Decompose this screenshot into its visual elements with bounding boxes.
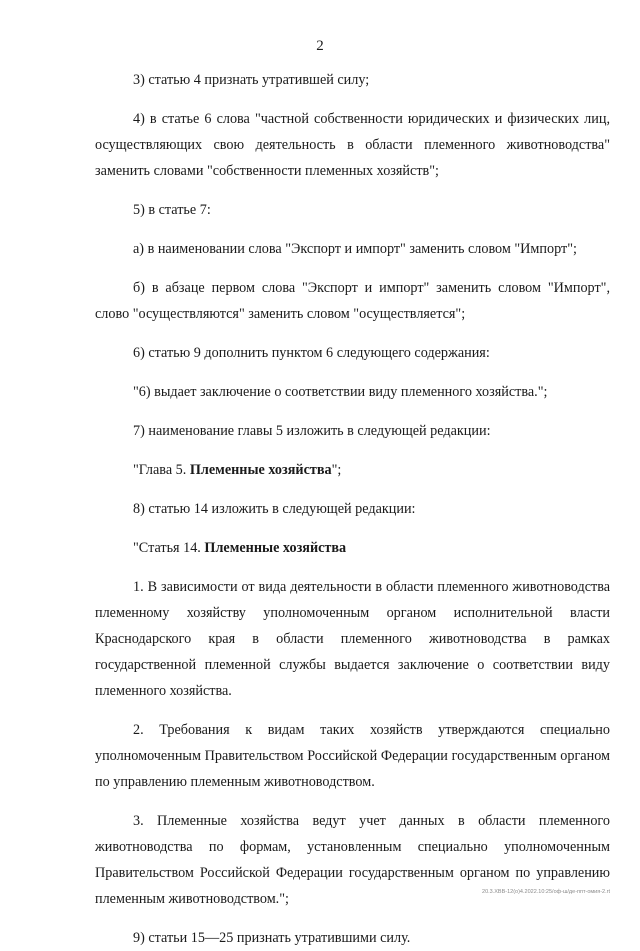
paragraph-item-4: 4) в статье 6 слова "частной собственности юридических и физических лиц, осуществляющих свою деятельность в области племенного животноводства" заменить словами "собственности племенных хозяйств";	[95, 111, 610, 179]
article-heading-title: Племенные хозяйства	[204, 540, 347, 556]
chapter-heading-title: Племенные хозяйства	[189, 462, 332, 478]
document-body	[95, 67, 610, 951]
article-clause-2: 2. Требования к видам таких хозяйств утверждаются специально уполномоченным Правительством Российской Федерации государственным органом по управлению племенным животноводством.	[95, 722, 610, 790]
article-clause-1: 1. В зависимости от вида деятельности в области племенного животноводства племенному хозяйству уполномоченным органом исполнительной власти Краснодарского края в области племенного животноводства в рамках государственной племенной службы выдается заключение о соответствии виду племенного хозяйства.	[95, 579, 610, 699]
paragraph-item-3: 3) статью 4 признать утратившей силу;	[133, 72, 370, 88]
paragraph-item-8: 8) статью 14 изложить в следующей редакции:	[133, 501, 416, 517]
page-number: 2	[316, 38, 324, 54]
article-clause-3: 3. Племенные хозяйства ведут учет данных в области племенного животноводства по формам, установленным специально уполномоченным Правительством Российской Федерации государственным органом по управлению племенным животноводством.";	[95, 813, 610, 907]
article-heading-prefix: "Статья 14.	[133, 540, 205, 556]
paragraph-subitem-b: б) в абзаце первом слова "Экспорт и импорт" заменить словом "Импорт", слово "осуществляются" заменить словом "осуществляется";	[95, 280, 610, 322]
chapter-heading-quote	[95, 457, 610, 483]
paragraph-item-5: 5) в статье 7:	[133, 202, 211, 218]
footer-stamp: 20.3.ХВВ-12(о)4.2022.10:25/оф-ш/де-ппт-омия-2.rt	[482, 889, 610, 895]
paragraph-quote-6: "6) выдает заключение о соответствии виду племенного хозяйства.";	[133, 384, 548, 400]
paragraph-item-9: 9) статьи 15—25 признать утратившими силу.	[133, 930, 411, 946]
paragraph-item-7: 7) наименование главы 5 изложить в следующей редакции:	[133, 423, 491, 439]
paragraph-item-6: 6) статью 9 дополнить пунктом 6 следующего содержания:	[133, 345, 490, 361]
chapter-heading-suffix: ";	[331, 462, 342, 478]
article-heading-quote	[95, 535, 610, 561]
chapter-heading-prefix: "Глава 5.	[133, 462, 190, 478]
paragraph-subitem-a: а) в наименовании слова "Экспорт и импорт" заменить словом "Импорт";	[133, 241, 577, 257]
